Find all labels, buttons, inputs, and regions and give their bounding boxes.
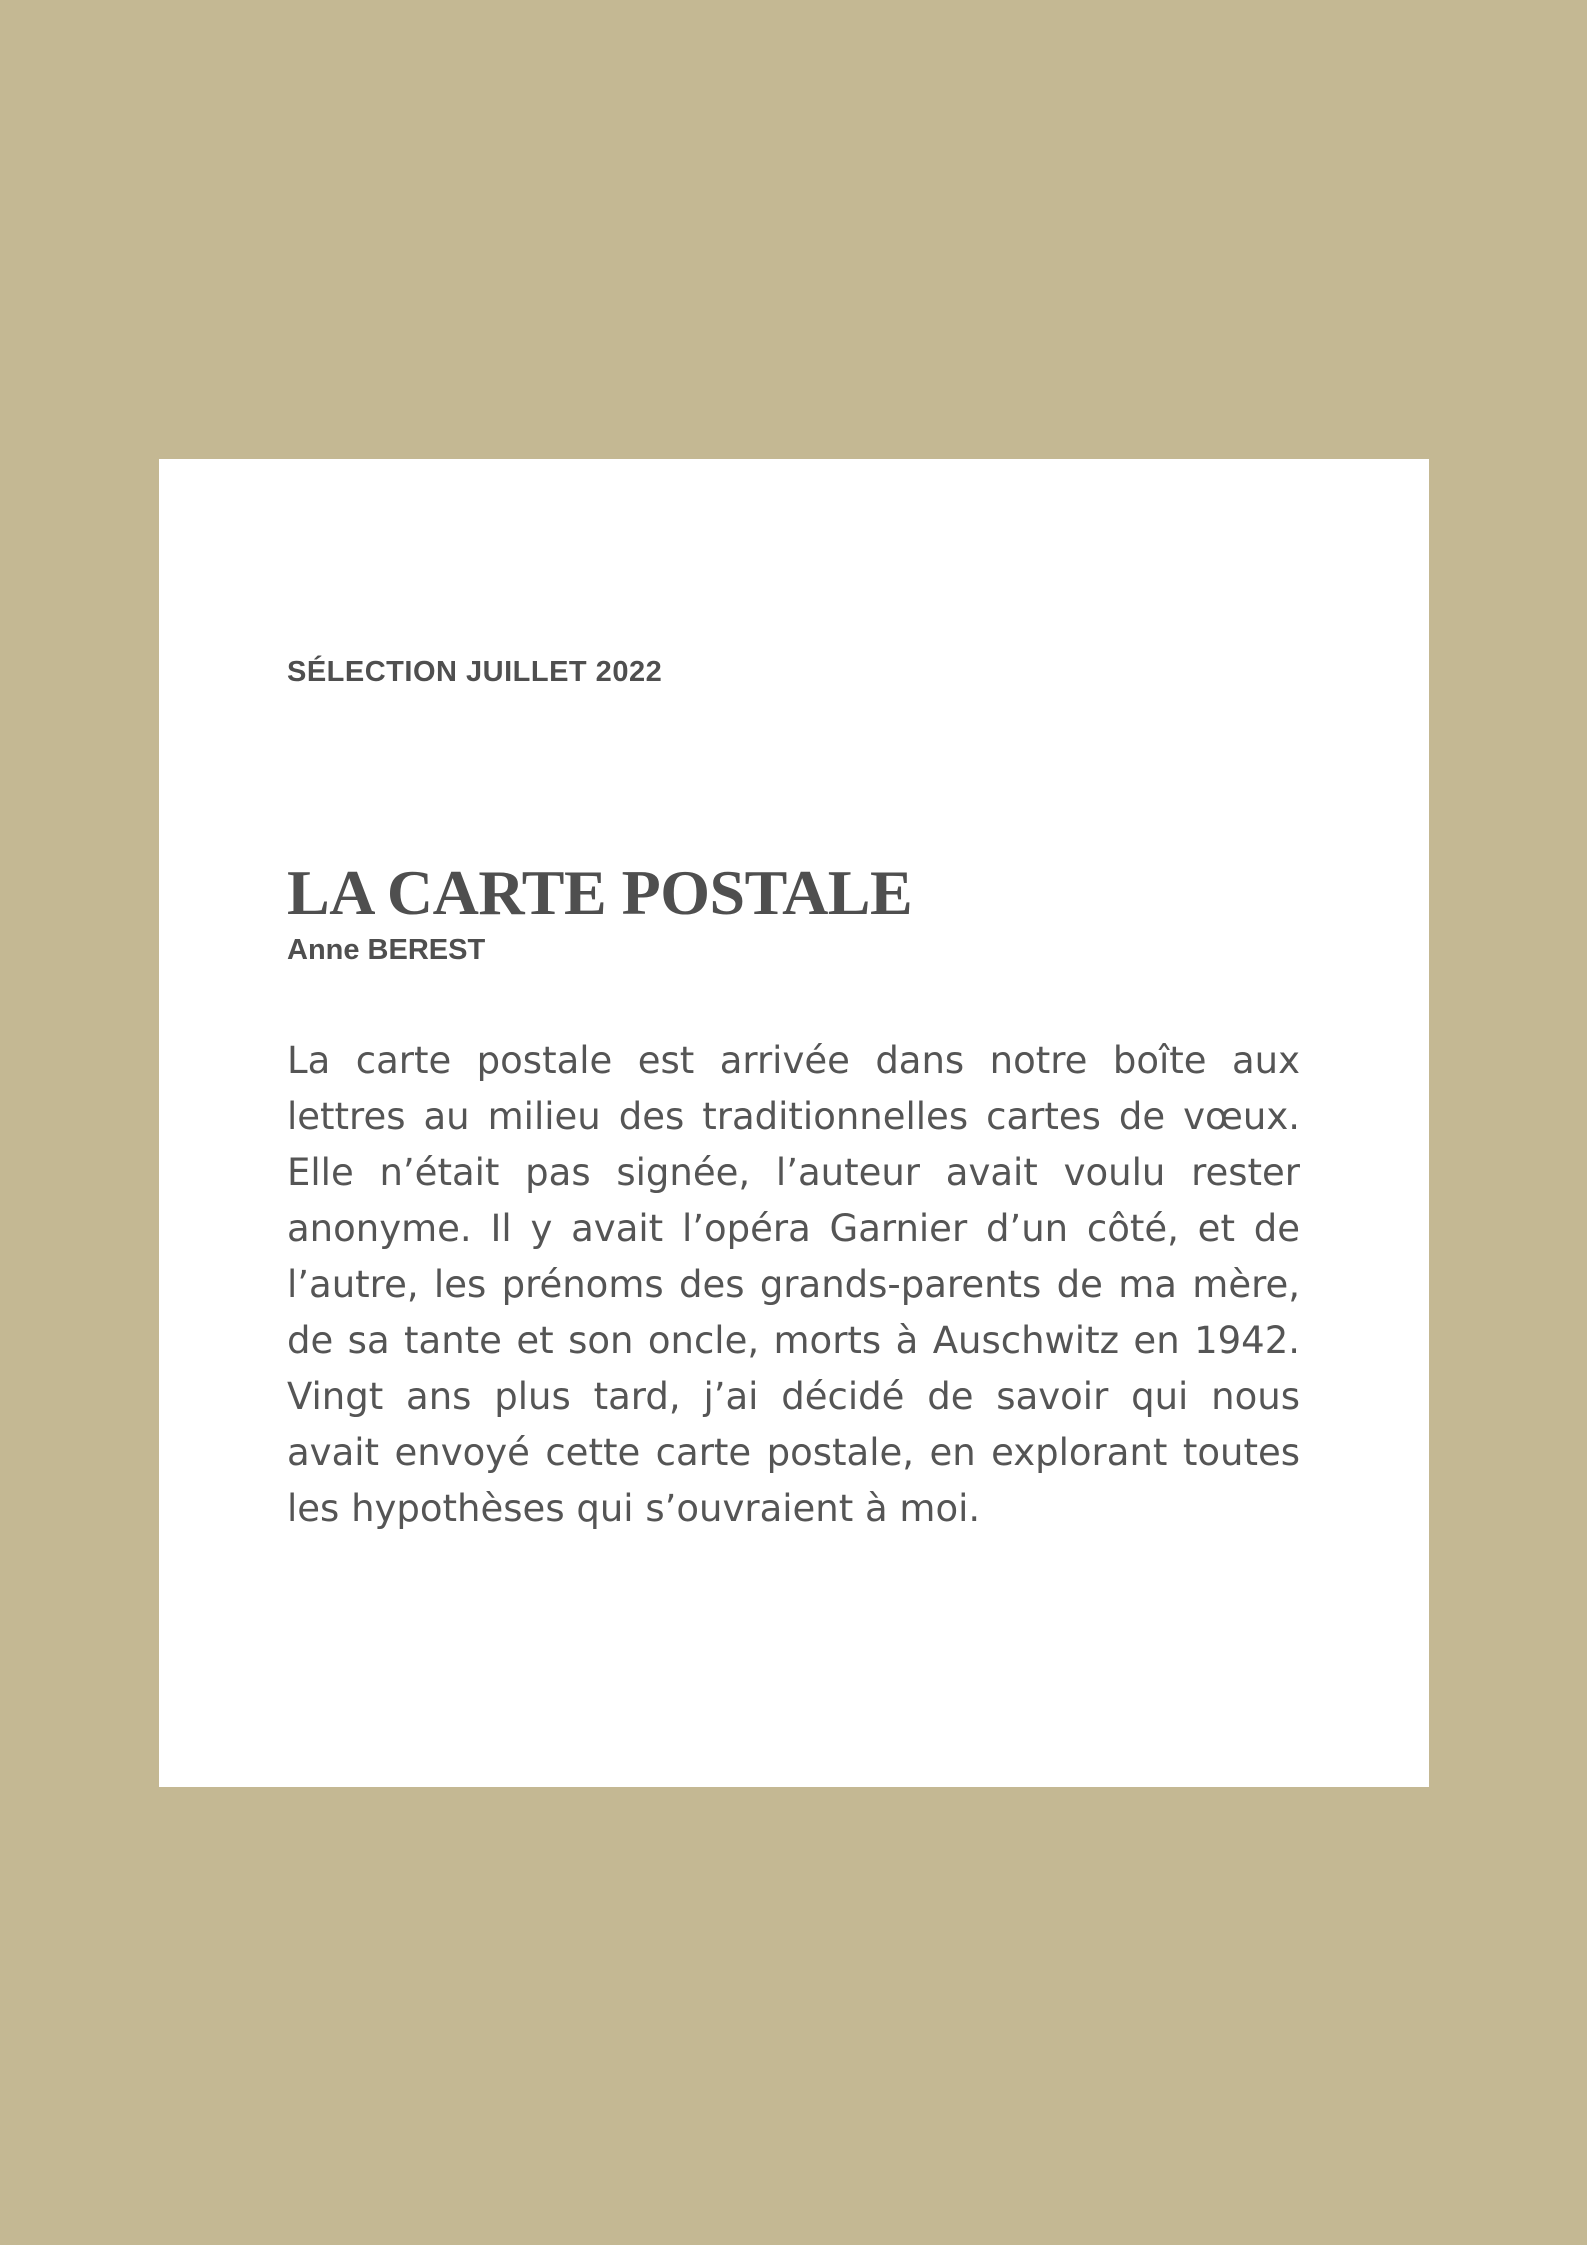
book-summary: La carte postale est arrivée dans notre boîte aux lettres au milieu des traditionnelles cartes de vœux. Elle n’était pas signée, l’auteur avait voulu rester anonyme. Il y avait l’opéra Garnier d’un côté, et de l’autre, les prénoms des grands-parents de ma mère, de sa tante et son oncle, morts à Auschwitz en 1942. Vingt ans plus tard, j’ai décidé de savoir qui nous avait envoyé cette carte postale, en explorant toutes les hypothèses qui s’ouvraient à moi. (287, 1039, 1300, 1530)
card-content (287, 652, 1300, 1537)
book-card (159, 459, 1429, 1787)
book-title: LA CARTE POSTALE (287, 857, 913, 928)
selection-label: SÉLECTION JUILLET 2022 (287, 656, 663, 688)
book-author: Anne BEREST (287, 934, 486, 966)
